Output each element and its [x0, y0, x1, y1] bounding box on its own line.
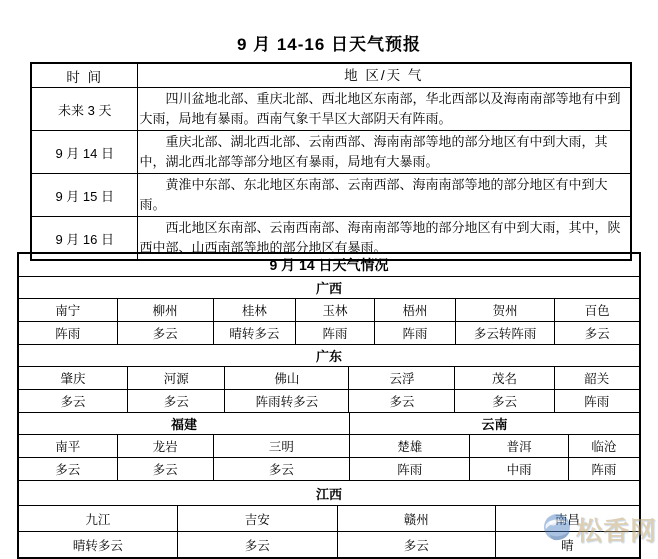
weather-row-guangxi [19, 322, 639, 345]
city-cell: 云浮 [349, 367, 455, 389]
province-name: 广东 [315, 349, 342, 364]
weather-row-jiangxi [19, 532, 639, 557]
weather-row-guangdong [19, 390, 639, 413]
weather-cell: 多云 [455, 390, 554, 412]
weather-cell: 中雨 [470, 458, 569, 480]
forecast-header-time: 时 间 [32, 64, 138, 87]
city-cell: 南昌 [554, 512, 580, 527]
province-name-yunnan: 云南 [481, 417, 508, 432]
forecast-header-row [32, 64, 630, 87]
weather-cell: 阵雨 [375, 322, 456, 344]
city-cell: 吉安 [178, 506, 338, 531]
weather-cell: 晴转多云 [214, 322, 296, 344]
weather-cell: 多云转阵雨 [456, 322, 555, 344]
city-cell: 龙岩 [118, 435, 214, 457]
conditions-table-title: 9 月 14 日天气情况 [19, 254, 639, 277]
weather-cell: 阵雨 [350, 458, 470, 480]
weather-cell: 阵雨 [591, 463, 617, 477]
watermark-text: 松香网 [576, 515, 658, 546]
city-cell: 茂名 [455, 367, 554, 389]
city-cell: 柳州 [118, 299, 214, 321]
city-row-guangxi [19, 299, 639, 322]
city-cell: 玉林 [296, 299, 375, 321]
city-row-guangdong [19, 367, 639, 390]
page-title: 9 月 14-16 日天气预报 [236, 35, 422, 54]
city-cell: 百色 [584, 304, 610, 318]
forecast-row-sep14 [32, 130, 630, 173]
city-cell: 九江 [19, 506, 178, 531]
forecast-description [138, 131, 630, 173]
city-cell: 楚雄 [350, 435, 470, 457]
province-name: 江西 [315, 486, 342, 502]
forecast-description-text: 黄淮中东部、东北地区东南部、云南西部、海南南部等地的部分地区有中到大雨。 [139, 177, 608, 212]
city-cell: 梧州 [375, 299, 456, 321]
province-name: 广西 [315, 281, 342, 296]
province-name-fujian: 福建 [19, 413, 350, 434]
forecast-time-label: 9 月 15 日 [32, 174, 138, 216]
province-header-guangdong [19, 345, 639, 367]
city-cell: 佛山 [225, 367, 349, 389]
forecast-row-sep15 [32, 173, 630, 216]
weather-cell: 多云 [19, 390, 128, 412]
city-cell: 河源 [128, 367, 225, 389]
forecast-description-text: 四川盆地北部、重庆北部、西北地区东南部，华北西部以及海南南部等地有中到大雨，局地有暴雨。西南气象干旱区大部阴天有阵雨。 [139, 91, 621, 126]
weather-cell: 多云 [214, 458, 350, 480]
forecast-time-label: 9 月 16 日 [32, 217, 138, 259]
city-row-fujian-yunnan [19, 435, 639, 458]
forecast-table [30, 62, 632, 261]
weather-cell: 多云 [128, 390, 225, 412]
weather-cell: 晴 [561, 538, 574, 553]
city-cell: 桂林 [214, 299, 296, 321]
weather-cell: 多云 [118, 322, 214, 344]
forecast-description [138, 88, 630, 130]
city-cell: 韶关 [584, 372, 610, 386]
city-cell: 赣州 [338, 506, 496, 531]
city-cell: 南宁 [19, 299, 118, 321]
province-header-jiangxi [19, 481, 639, 506]
forecast-time-label: 未来 3 天 [32, 88, 138, 130]
city-cell: 南平 [19, 435, 118, 457]
weather-cell: 多云 [338, 532, 496, 557]
city-cell: 临沧 [591, 440, 617, 454]
forecast-time-label: 9 月 14 日 [32, 131, 138, 173]
city-cell: 贺州 [456, 299, 555, 321]
city-cell: 三明 [214, 435, 350, 457]
weather-cell: 多云 [178, 532, 338, 557]
weather-cell: 阵雨转多云 [225, 390, 349, 412]
weather-cell: 阵雨 [584, 395, 610, 409]
province-header-fujian-yunnan [19, 413, 639, 435]
weather-cell: 晴转多云 [19, 532, 178, 557]
weather-cell: 多云 [118, 458, 214, 480]
forecast-header-region: 地 区/天 气 [344, 67, 424, 83]
weather-cell: 阵雨 [19, 322, 118, 344]
city-cell: 肇庆 [19, 367, 128, 389]
weather-cell: 多云 [584, 327, 610, 341]
weather-cell: 多云 [19, 458, 118, 480]
forecast-description-text: 西北地区东南部、云南西南部、海南南部等地的部分地区有中到大雨，其中，陕西中部、山西南部等地的部分地区有暴雨。 [139, 220, 621, 255]
forecast-description-text: 重庆北部、湖北西北部、云南西部、海南南部等地的部分地区有中到大雨，其中，湖北西北部等部分地区有暴雨，局地有大暴雨。 [139, 134, 608, 169]
city-row-jiangxi [19, 506, 639, 532]
weather-row-fujian-yunnan [19, 458, 639, 481]
conditions-table [17, 252, 641, 559]
weather-cell: 多云 [349, 390, 455, 412]
forecast-row-next3days [32, 87, 630, 130]
forecast-description [138, 174, 630, 216]
weather-cell: 阵雨 [296, 322, 375, 344]
province-header-guangxi [19, 277, 639, 299]
city-cell: 普洱 [470, 435, 569, 457]
